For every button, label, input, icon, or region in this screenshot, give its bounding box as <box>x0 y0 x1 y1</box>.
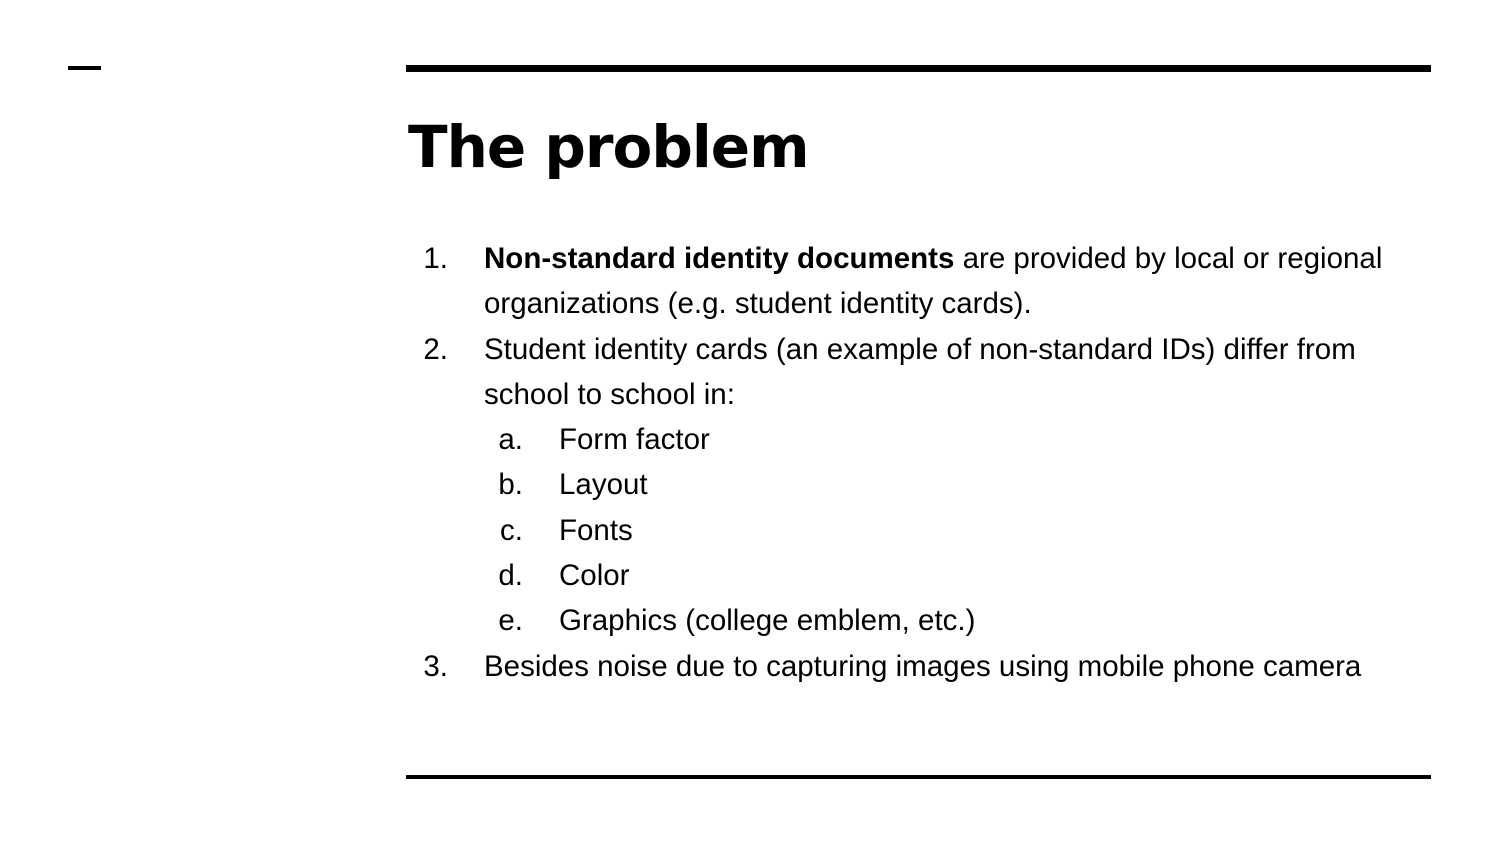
sub-item-a <box>406 417 1406 462</box>
list-item-number: 1. <box>423 242 448 275</box>
list-item-2 <box>406 327 1406 418</box>
list-item-rest-text: are provided by local or regional organizations (e.g. student identity cards). <box>484 242 1383 321</box>
list-item-number: 3. <box>423 649 448 683</box>
bottom-rule <box>406 775 1431 779</box>
slide-title: The problem <box>408 113 809 181</box>
list-item-text: Student identity cards (an example of non-standard IDs) differ from school to school in: <box>484 332 1356 411</box>
sub-item-letter: e. <box>498 604 523 638</box>
sub-item-text: Color <box>559 559 630 593</box>
sub-item-text: Form factor <box>559 423 710 457</box>
corner-dash-decoration <box>68 66 101 70</box>
list-item-bold-text: Non-standard identity documents <box>484 242 955 275</box>
sub-item-e <box>406 598 1406 643</box>
list-item-text <box>484 242 1382 320</box>
sub-item-letter: b. <box>498 468 523 502</box>
sub-item-letter: a. <box>498 423 523 457</box>
sub-item-text: Fonts <box>559 513 633 547</box>
top-rule <box>406 65 1431 72</box>
sub-item-text: Graphics (college emblem, etc.) <box>559 604 976 638</box>
sub-item-d <box>406 553 1406 598</box>
list-item-3 <box>406 644 1406 689</box>
sub-item-c <box>406 508 1406 553</box>
list-item-text: Besides noise due to capturing images using mobile phone camera <box>484 649 1362 683</box>
list-item-number: 2. <box>423 332 448 366</box>
sub-item-letter: d. <box>498 559 523 593</box>
sub-item-letter: c. <box>500 513 523 547</box>
list-item-1 <box>406 236 1406 327</box>
problem-list <box>406 236 1406 689</box>
sub-item-b <box>406 462 1406 507</box>
sub-item-text: Layout <box>559 468 648 502</box>
